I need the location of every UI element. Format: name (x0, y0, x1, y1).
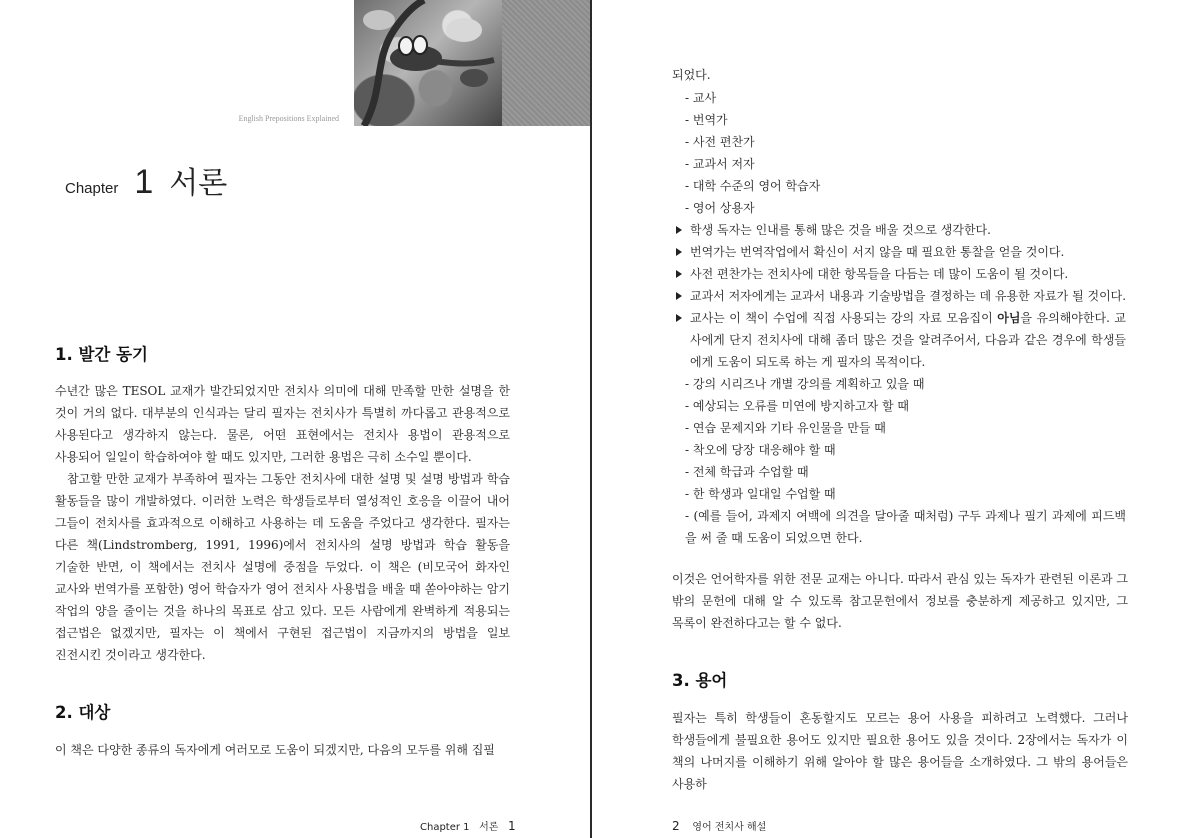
bullet-triangle-icon (676, 248, 682, 256)
bullet-triangle-icon (676, 270, 682, 278)
section-body-motivation (55, 380, 510, 666)
page-footer-right (672, 818, 766, 833)
page-number: 2 (672, 819, 680, 833)
list-item (676, 241, 1131, 263)
bullet-triangle-icon (676, 314, 682, 322)
emphasis-text: 아님 (997, 311, 1021, 325)
list-item (676, 285, 1131, 307)
book-spine (590, 0, 592, 838)
list-item: - 연습 문제지와 기타 유인물을 만들 때 (685, 421, 886, 435)
list-item-text: 번역가는 번역작업에서 확신이 서지 않을 때 필요한 통찰을 얻을 것이다. (690, 245, 1065, 259)
list-item-text: 학생 독자는 인내를 통해 많은 것을 배울 것으로 생각한다. (690, 223, 991, 237)
series-label: English Prepositions Explained (238, 114, 339, 123)
list-item: - 착오에 당장 대응해야 할 때 (685, 443, 836, 457)
section-body-terminology (672, 707, 1128, 795)
list-item: - 강의 시리즈나 개별 강의를 계획하고 있을 때 (685, 377, 925, 391)
chapter-word: Chapter (65, 180, 119, 197)
list-item (676, 219, 1131, 241)
list-item: - (예를 들어, 과제지 여백에 의견을 달아줄 때처럼) 구두 과제나 필기 과제에 피드백을 써 줄 때 도움이 되었으면 한다. (685, 509, 1126, 545)
bullet-triangle-icon (676, 226, 682, 234)
section-title-motivation: 1. 발간 동기 (55, 345, 148, 364)
header-illustration (354, 0, 502, 126)
list-item (676, 307, 1131, 373)
teacher-cases-list (676, 373, 1131, 549)
list-item: - 영어 상용자 (685, 201, 755, 215)
section-body-audience (55, 739, 510, 761)
audience-list (676, 87, 1131, 219)
bird-nest-illustration (354, 0, 502, 126)
list-item: - 사전 편찬가 (685, 135, 755, 149)
footer-title: 영어 전치사 해설 (692, 822, 767, 833)
bullet-triangle-icon (676, 292, 682, 300)
footer-title: 서론 (479, 822, 499, 833)
list-item: - 예상되는 오류를 미연에 방지하고자 할 때 (685, 399, 910, 413)
list-item-text: 을 유의해야한다. 교사에게 단지 전치사에 대해 좀더 많은 것을 알려주어서, 다음과 같은 경우에 학생들에게 도움이 되도록 하는 게 필자의 목적이다. (690, 311, 1126, 369)
chapter-title: 서론 (169, 166, 228, 201)
paragraph: 참고할 만한 교재가 부족하여 필자는 그동안 전치사에 대한 설명 및 설명 방법과 학습 활동들을 많이 개발하였다. 이러한 노력은 학생들로부터 열성적인 호응을 이끌어 내어 그들이 전치사를 효과적으로 이해하고 사용하는 데 도움을 주었다고 생각한다. 필자는 다른 책(Lindstromberg, 1991, 1996)에서 전치사의 설명 방법과 학습 활동을 기술한 반면, 이 책에서는 전치사 설명에 중점을 두었다. 이 책은 (비모국어 화자인 교사와 번역가를 포함한) 영어 학습자가 영어 전치사 사용법을 배울 때 쏟아야하는 암기 작업의 양을 줄이는 것을 하나의 목표로 삼고 있다. 모든 사람에게 완벽하게 적용되는 접근법은 없겠지만, 필자는 이 책에서 구현된 접근법이 지금까지의 방법을 일보 진전시킨 것이라고 생각한다. (55, 472, 510, 662)
list-item-text: 교과서 저자에게는 교과서 내용과 기술방법을 결정하는 데 유용한 자료가 될 것이다. (690, 289, 1127, 303)
list-item-text: 교사는 이 책이 수업에 직접 사용되는 강의 자료 모음집이 (690, 311, 998, 325)
list-item: - 한 학생과 일대일 수업할 때 (685, 487, 836, 501)
list-item: - 대학 수준의 영어 학습자 (685, 179, 821, 193)
paragraph: 이 책은 다양한 종류의 독자에게 여러모로 도움이 되겠지만, 다음의 모두를 위해 집필 (55, 743, 495, 757)
paragraph: 되었다. (672, 68, 711, 82)
section-title-audience: 2. 대상 (55, 703, 111, 722)
paragraph: 이것은 언어학자를 위한 전문 교재는 아니다. 따라서 관심 있는 독자가 관련된 이론과 그 밖의 문헌에 대해 알 수 있도록 참고문헌에서 정보를 충분하게 제공하고 있지만, 그 목록이 완전하다고는 할 수 없다. (672, 572, 1128, 630)
paragraph: 수년간 많은 TESOL 교재가 발간되었지만 전치사 의미에 대해 만족할 만한 설명을 한 것이 거의 없다. 대부분의 인식과는 달리 필자는 전치사가 특별히 까다롭고 관용적으로 사용된다고 생각하지 않는다. 물론, 어떤 표현에서는 전치사 용법이 관용적으로 사용되어 일일이 학습하여야 할 때도 있지만, 그러한 용법은 극히 소수일 뿐이다. (55, 384, 510, 464)
page-number: 1 (507, 819, 516, 833)
paragraph: 필자는 특히 학생들이 혼동할지도 모르는 용어 사용을 피하려고 노력했다. 그러나 학생들에게 불필요한 용어도 있지만 필요한 용어도 있을 것이다. 2장에서는 독자가 이 책의 나머지를 이해하기 위해 알아야 할 많은 용어들을 소개하였다. 그 밖의 용어들은 사용하 (672, 711, 1128, 791)
list-item (676, 263, 1131, 285)
list-item: - 교사 (685, 91, 717, 105)
list-item: - 번역가 (685, 113, 728, 127)
section-title-terminology: 3. 용어 (672, 671, 728, 690)
header-gray-panel (502, 0, 591, 126)
note-paragraph (672, 568, 1128, 634)
chapter-number: 1 (134, 163, 154, 201)
chapter-heading (65, 158, 227, 202)
footer-chapter: Chapter 1 (420, 822, 470, 833)
benefit-list (676, 219, 1131, 373)
list-item: - 전체 학급과 수업할 때 (685, 465, 809, 479)
list-item: - 교과서 저자 (685, 157, 755, 171)
list-item-text: 사전 편찬가는 전치사에 대한 항목들을 다듬는 데 많이 도움이 될 것이다. (690, 267, 1069, 281)
continuation-text (672, 64, 1132, 86)
page-footer-left (420, 818, 516, 833)
